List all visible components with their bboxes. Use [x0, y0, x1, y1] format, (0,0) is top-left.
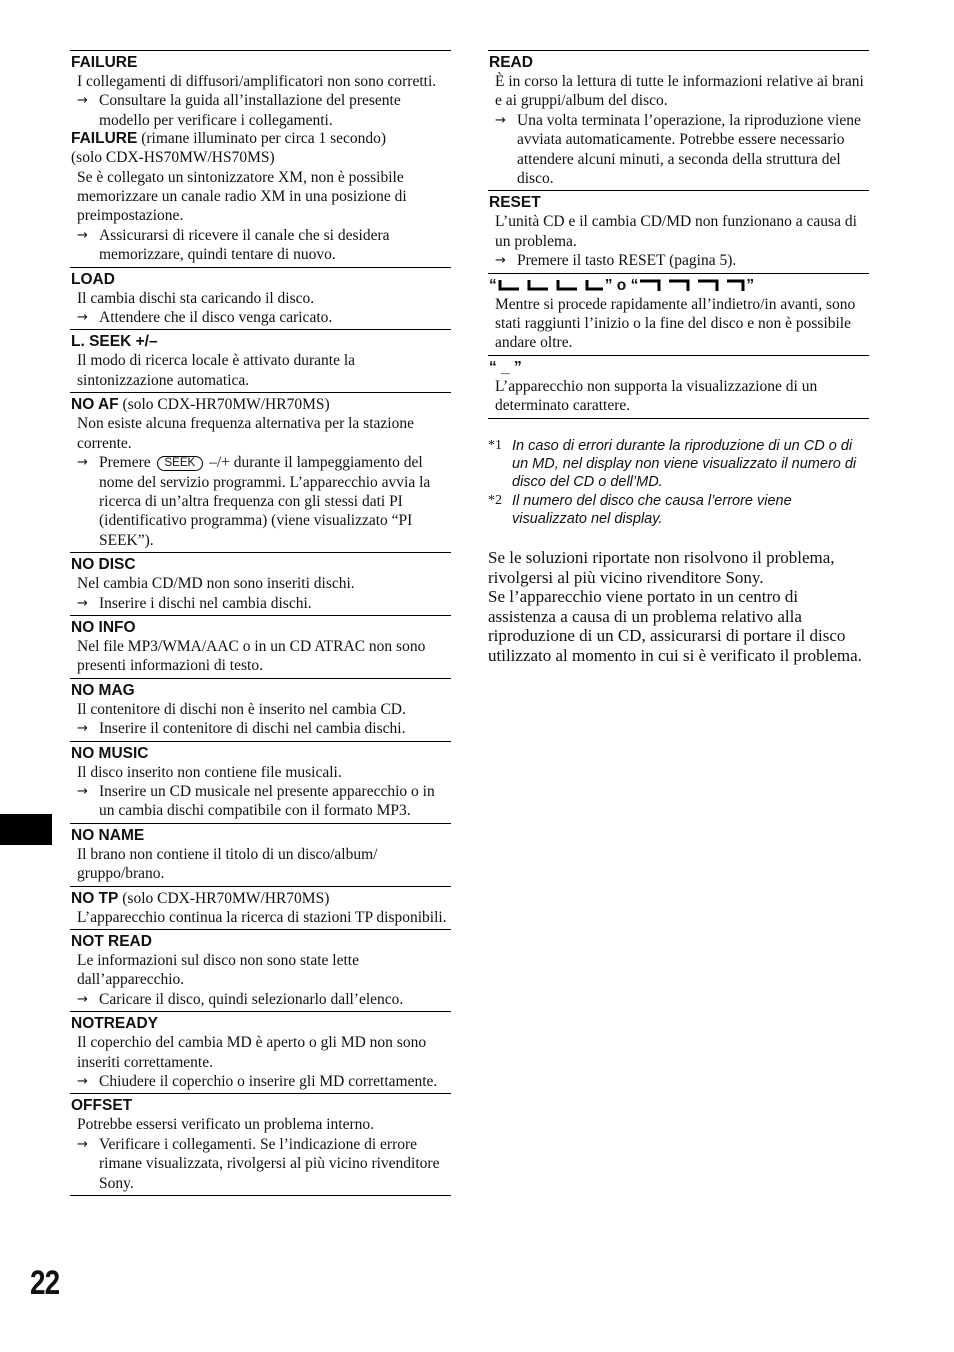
- entry-no-af: [70, 392, 451, 552]
- entry-description: Il coperchio del cambia MD è aperto o gli MD non sono inseriti correttamente.: [77, 1034, 427, 1071]
- segment-bottom-limit-icon: [497, 278, 605, 292]
- arrow-right-icon: →: [77, 93, 88, 109]
- arrow-right-icon: →: [77, 783, 88, 799]
- entry-remedy: → Premere il tasto RESET (pagina 5).: [495, 252, 737, 270]
- section-tab-marker: [0, 814, 52, 845]
- entry-failure: [70, 50, 451, 267]
- entry-read: [488, 50, 869, 190]
- entry-no-info: [70, 615, 451, 678]
- entry-remedy: → Inserire un CD musicale nel presente apparecchio o in un cambia dischi compatibile con il formato MP3.: [77, 782, 435, 820]
- entry-reset: [488, 190, 869, 272]
- entry-remedy: → Assicurarsi di ricevere il canale che si desidera memorizzare, quindi tentare di nuovo.: [77, 226, 390, 264]
- left-column: [70, 50, 451, 1196]
- entry-lseek: [70, 329, 451, 392]
- entry-description: Il brano non contiene il titolo di un disco/album/ gruppo/brano.: [77, 845, 378, 883]
- closing-paragraph: Se l’apparecchio viene portato in un centro di assistenza a causa di un problema relativo alla riproduzione di un CD, assicurarsi di portare il disco utilizzato al momento in cui si è verificato il problema.: [488, 587, 862, 665]
- entry-title: NO MUSIC: [71, 744, 149, 762]
- footnote: *1 In caso di errori durante la riproduzione di un CD o di un MD, nel display non viene visualizzato il numero di disco del CD o dell’MD.: [488, 437, 857, 491]
- entry-remedy: → Caricare il disco, quindi selezionarlo dall’elenco.: [77, 990, 404, 1008]
- entry-title: NO DISC: [71, 556, 136, 574]
- entry-title: NO TP (solo CDX-HR70MW/HR70MS): [71, 889, 330, 907]
- entry-description: L’apparecchio non supporta la visualizzazione di un determinato carattere.: [495, 377, 818, 415]
- arrow-right-icon: →: [77, 455, 88, 471]
- entry-remedy: → Inserire il contenitore di dischi nel cambia dischi.: [77, 720, 406, 738]
- entry-title: FAILURE: [71, 54, 138, 71]
- entry-no-disc: [70, 552, 451, 615]
- entry-remedy: → Inserire i dischi nel cambia dischi.: [77, 594, 312, 612]
- segment-top-limit-icon: [638, 278, 746, 292]
- entry-description: L’apparecchio continua la ricerca di stazioni TP disponibili.: [77, 908, 447, 926]
- entry-description: Potrebbe essersi verificato un problema interno.: [77, 1116, 374, 1134]
- entry-remedy: → Verificare i collegamenti. Se l’indicazione di errore rimane visualizzata, rivolgersi al più vicino rivenditore Sony.: [77, 1135, 440, 1192]
- entry-title: NOTREADY: [71, 1015, 158, 1033]
- entry-remedy: → Consultare la guida all’installazione del presente modello per verificare i collegamenti.: [77, 92, 401, 129]
- entry-load: [70, 267, 451, 330]
- entry-title: “ _ ”: [489, 358, 522, 376]
- entry-description: Le informazioni sul disco non sono state lette dall’apparecchio.: [77, 952, 359, 989]
- arrow-right-icon: →: [77, 1136, 88, 1152]
- arrow-right-icon: →: [77, 310, 88, 326]
- entry-title: RESET: [489, 194, 541, 212]
- arrow-right-icon: →: [77, 991, 88, 1007]
- entry-title: NO MAG: [71, 681, 135, 699]
- footnote: *2 Il numero del disco che causa l’errore viene visualizzato nel display.: [488, 492, 792, 527]
- entry-title: OFFSET: [71, 1097, 133, 1115]
- entry-description: Se è collegato un sintonizzatore XM, non è possibile memorizzare un canale radio XM in una posizione di preimpostazione.: [77, 168, 407, 225]
- entry-title-failure-xm: FAILURE (rimane illuminato per circa 1 secondo): [71, 130, 387, 148]
- entry-remedy: → Una volta terminata l’operazione, la riproduzione viene avviata automaticamente. Potrebbe essere necessario attendere alcuni minuti, a seconda della struttura del disco.: [495, 111, 861, 188]
- entry-title: L. SEEK +/–: [71, 333, 158, 351]
- entry-description: Il contenitore di dischi non è inserito nel cambia CD.: [77, 700, 406, 718]
- entry-note: (solo CDX-HS70MW/HS70MS): [71, 149, 275, 167]
- entry-description: È in corso la lettura di tutte le informazioni relative ai brani e ai gruppi/album del disco.: [495, 73, 864, 110]
- entry-remedy: → Premere SEEK –/+ durante il lampeggiamento del nome del servizio programmi. L’apparecchio avvia la ricerca di un’altra frequenza con gli stessi dati PI (identificativo programma) (viene visualizzato “PI SEEK”).: [77, 454, 431, 549]
- entry-no-name: [70, 823, 451, 886]
- entry-title: NO AF (solo CDX-HR70MW/HR70MS): [71, 396, 330, 414]
- entry-no-music: [70, 741, 451, 823]
- arrow-right-icon: →: [77, 595, 88, 611]
- entry-description: L’unità CD e il cambia CD/MD non funzionano a causa di un problema.: [495, 213, 857, 250]
- entry-segment-limits: [488, 273, 869, 355]
- arrow-right-icon: →: [77, 227, 88, 243]
- entry-unsupported-char: [488, 355, 869, 419]
- entry-offset: [70, 1093, 451, 1196]
- entry-description: Nel file MP3/WMA/AAC o in un CD ATRAC non sono presenti informazioni di testo.: [77, 637, 426, 675]
- closing-text: [488, 548, 869, 665]
- entry-not-read: [70, 929, 451, 1011]
- entry-description: Il modo di ricerca locale è attivato durante la sintonizzazione automatica.: [77, 352, 356, 389]
- arrow-right-icon: →: [495, 112, 506, 128]
- page-number: 22: [30, 1264, 60, 1302]
- entry-title: NO NAME: [71, 826, 145, 844]
- entry-no-mag: [70, 678, 451, 741]
- closing-paragraph: Se le soluzioni riportate non risolvono il problema, rivolgersi al più vicino rivenditore Sony.: [488, 548, 835, 587]
- entry-remedy: → Chiudere il coperchio o inserire gli MD correttamente.: [77, 1073, 438, 1091]
- entry-title: LOAD: [71, 270, 115, 288]
- arrow-right-icon: →: [495, 253, 506, 269]
- entry-remedy: → Attendere che il disco venga caricato.: [77, 309, 333, 327]
- entry-no-tp: [70, 886, 451, 929]
- arrow-right-icon: →: [77, 1074, 88, 1090]
- entry-description: Mentre si procede rapidamente all’indietro/in avanti, sono stati raggiunti l’inizio o la fine del disco e non è possibile andare oltre.: [495, 295, 856, 352]
- entry-title: READ: [489, 54, 533, 71]
- entry-description: I collegamenti di diffusori/amplificatori non sono corretti.: [77, 73, 437, 90]
- entry-description: Non esiste alcuna frequenza alternativa per la stazione corrente.: [77, 415, 414, 452]
- entry-title: NOT READ: [71, 933, 152, 950]
- entry-description: Il disco inserito non contiene file musicali.: [77, 763, 342, 781]
- entry-notready: [70, 1011, 451, 1093]
- entry-title: NO INFO: [71, 618, 136, 636]
- entry-title: “ ” o “ ”: [489, 276, 755, 294]
- footnotes: [488, 437, 869, 528]
- entry-description: Nel cambia CD/MD non sono inseriti dischi.: [77, 575, 355, 593]
- right-column: [488, 50, 869, 665]
- entry-description: Il cambia dischi sta caricando il disco.: [77, 289, 315, 307]
- seek-button-icon: SEEK: [157, 456, 204, 471]
- arrow-right-icon: →: [77, 721, 88, 737]
